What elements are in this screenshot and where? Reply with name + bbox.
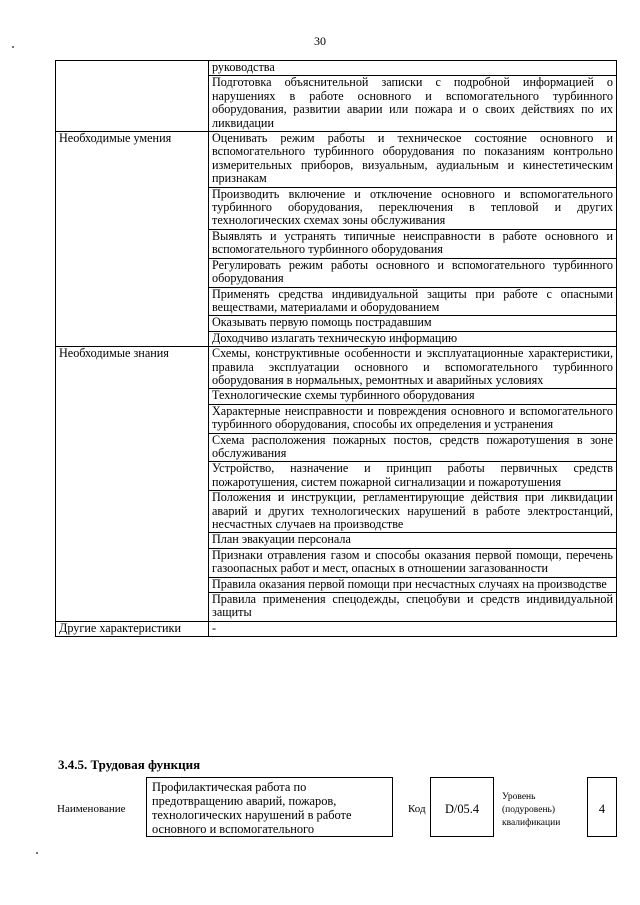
row-item-text: Технологические схемы турбинного оборудования (209, 389, 617, 404)
row-item-text: Правила применения спецодежды, спецобуви и средств индивидуальной защиты (209, 593, 617, 622)
row-item-text: Оказывать первую помощь пострадавшим (209, 316, 617, 331)
row-item-text: План эвакуации персонала (209, 533, 617, 548)
row-item-text: Применять средства индивидуальной защиты при работе с опасными веществами, материалами и оборудованием (209, 287, 617, 316)
row-item-text: Признаки отравления газом и способы оказания первой помощи, перечень газоопасных работ и мест, опасных в отношении загазованности (209, 548, 617, 577)
row-label: Другие характеристики (56, 621, 209, 636)
scan-speck (12, 46, 14, 48)
qualification-level-field: 4 (587, 777, 617, 837)
table-row (56, 347, 617, 389)
qualification-level-label: Уровень (подуровень) квалификации (502, 792, 561, 828)
page-number: 30 (314, 34, 326, 48)
section-title: 3.4.5. Трудовая функция (58, 757, 201, 772)
row-label (56, 61, 209, 132)
scan-speck (36, 852, 38, 854)
requirements-table (55, 60, 617, 637)
row-item-text: Производить включение и отключение основного и вспомогательного турбинного оборудования, переключения в тепловой и других технологических схемах зоны обслуживания (209, 187, 617, 229)
code-label: Код (408, 803, 426, 815)
row-item-text: Правила оказания первой помощи при несчастных случаях на производстве (209, 577, 617, 592)
row-item-text: Регулировать режим работы основного и вспомогательного турбинного оборудования (209, 258, 617, 287)
row-item-text: Схемы, конструктивные особенности и эксплуатационные характеристики, правила эксплуатации основного и вспомогательного турбинного оборудования в нормальных, ремонтных и аварийных условиях (209, 347, 617, 389)
row-label: Необходимые знания (56, 347, 209, 622)
row-item-text: Оценивать режим работы и техническое состояние основного и вспомогательного турбинного оборудования по показаниям контрольно измерительных приборов, визуальным, аудиальным и кинестетическим признакам (209, 132, 617, 188)
row-item-text: руководства (209, 61, 617, 76)
row-item-text: - (209, 621, 617, 636)
table-row (56, 621, 617, 636)
row-item-text: Выявлять и устранять типичные неисправности в работе основного и вспомогательного турбинного оборудования (209, 229, 617, 258)
table-row (56, 132, 617, 188)
function-code-field: D/05.4 (430, 777, 494, 837)
row-item-text: Подготовка объяснительной записки с подробной информацией о нарушениях в работе основного и вспомогательного турбинного оборудования, развитии аварии или пожара и о своих действиях по их ликвидации (209, 76, 617, 132)
row-item-text: Схема расположения пожарных постов, средств пожаротушения в зоне обслуживания (209, 433, 617, 462)
row-item-text: Устройство, назначение и принцип работы первичных средств пожаротушения, систем пожарной сигнализации и пожаротушения (209, 462, 617, 491)
row-label: Необходимые умения (56, 132, 209, 347)
function-name-field: Профилактическая работа по предотвращению аварий, пожаров, технологических нарушений в работе основного и вспомогательного (146, 777, 393, 837)
name-label: Наименование (57, 803, 126, 815)
table-row (56, 61, 617, 76)
row-item-text: Доходчиво излагать техническую информацию (209, 331, 617, 346)
row-item-text: Положения и инструкции, регламентирующие действия при ликвидации аварий и других технологических нарушений в работе электростанций, несчастных случаев на производстве (209, 491, 617, 533)
row-item-text: Характерные неисправности и повреждения основного и вспомогательного турбинного оборудования, способы их определения и устранения (209, 404, 617, 433)
